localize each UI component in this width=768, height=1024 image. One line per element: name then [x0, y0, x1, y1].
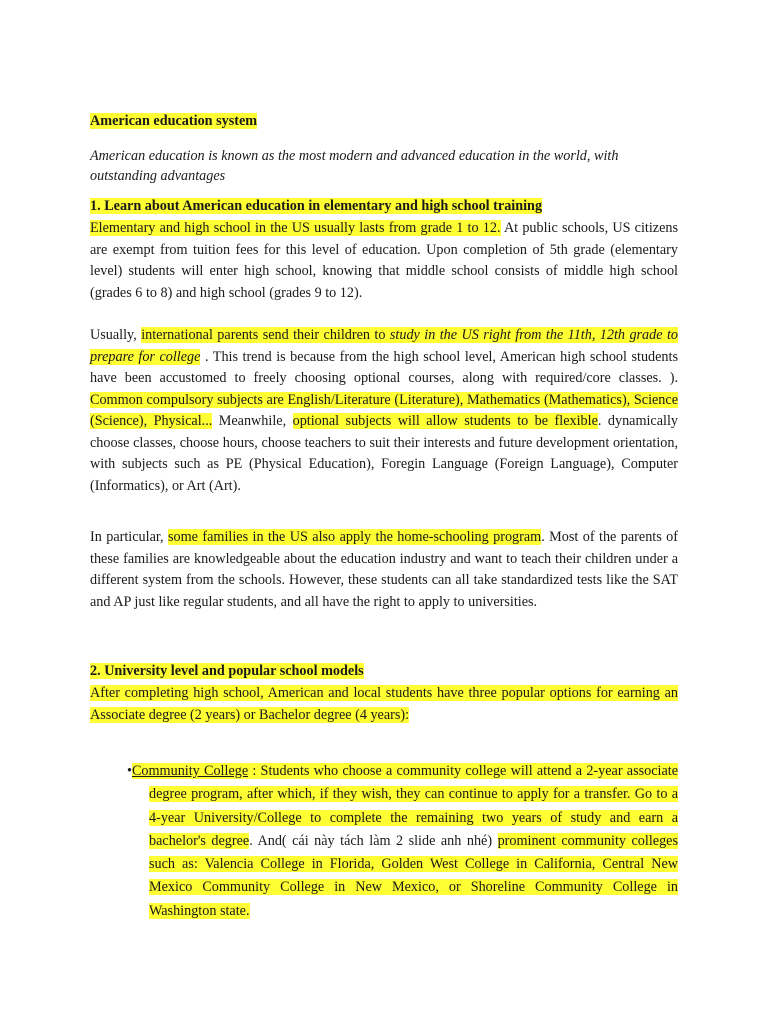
bullet-community-college: [127, 760, 678, 923]
bullet-body: [127, 760, 678, 923]
section-1-heading-text: 1. Learn about American education in elementary and high school training: [90, 198, 543, 214]
p2-text-2: Meanwhile,: [212, 413, 293, 429]
p2-highlight-3: optional subjects will allow students to be flexible: [292, 413, 598, 429]
bullet-term: Community College: [131, 763, 249, 779]
p2-text-0: Usually,: [90, 327, 142, 343]
section-2-heading: [90, 661, 678, 683]
paragraph-1: [90, 218, 678, 304]
p3-text-1: . Most of the parents of these families are knowledgeable about the education industry and want to teach their children under a different system from the schools. However, these students can all take standardized tests like the SAT and AP just like regular students, and all have the right to apply to universities.: [90, 529, 678, 610]
bullet-mark: •: [127, 763, 132, 779]
section-2-heading-text: 2. University level and popular school models: [90, 663, 364, 679]
section-1-heading: [90, 196, 678, 218]
title-text: American education system: [90, 113, 258, 129]
p2-text-1: . This trend is because from the high school level, American high school students have been accustomed to freely choosing optional courses, along with required/core classes. ).: [90, 348, 678, 386]
p1-highlight: Elementary and high school in the US usually lasts from grade 1 to 12.: [90, 220, 501, 236]
paragraph-3: [90, 527, 678, 613]
document-title: [90, 111, 678, 133]
p2-text-3: . dynamically choose classes, choose hours, choose teachers to suit their interests and future development orientation, with subjects such as PE (Physical Education), Foregin Language (Foreign Language), Computer (Informatics), or Art (Art).: [90, 413, 679, 494]
bullet-text-1: . And( cái này tách làm 2 slide anh nhé): [249, 832, 498, 849]
bullet-highlight-1: : Students who choose a community college will attend a 2-year associate degree program, after which, if they wish, they can continue to apply for a transfer. Go to a 4-year University/College to complete the remaining two years of study and earn a bachelor's degree: [149, 763, 678, 849]
intro-paragraph: American education is known as the most modern and advanced education in the world, with outstanding advantages: [90, 148, 619, 184]
p2-highlight-1: international parents send their children to: [141, 327, 390, 343]
p1-text: At public schools, US citizens are exempt from tuition fees for this level of education. Upon completion of 5th grade (elementary level) students will enter high school, knowing that middle school consists of middle high school (grades 6 to 8) and high school (grades 9 to 12).: [90, 220, 679, 301]
paragraph-4: [90, 683, 678, 726]
p2-highlight-1-italic: study in the US right from the 11th, 12th grade to prepare for college: [90, 327, 678, 365]
p3-text-0: In particular,: [90, 529, 169, 545]
p3-highlight: some families in the US also apply the home-schooling program: [168, 529, 542, 545]
p4-highlight: After completing high school, American and local students have three popular options for earning an Associate degree (2 years) or Bachelor degree (4 years):: [90, 685, 678, 723]
bullet-highlight-2: prominent community colleges such as: Valencia College in Florida, Golden West College in California, Central New Mexico Community College in New Mexico, or Shoreline Community College in Washington state.: [149, 832, 678, 919]
paragraph-2: [90, 325, 678, 497]
p2-highlight-2: Common compulsory subjects are English/Literature (Literature), Mathematics (Mathematics), Science (Science), Physical...: [90, 391, 678, 429]
